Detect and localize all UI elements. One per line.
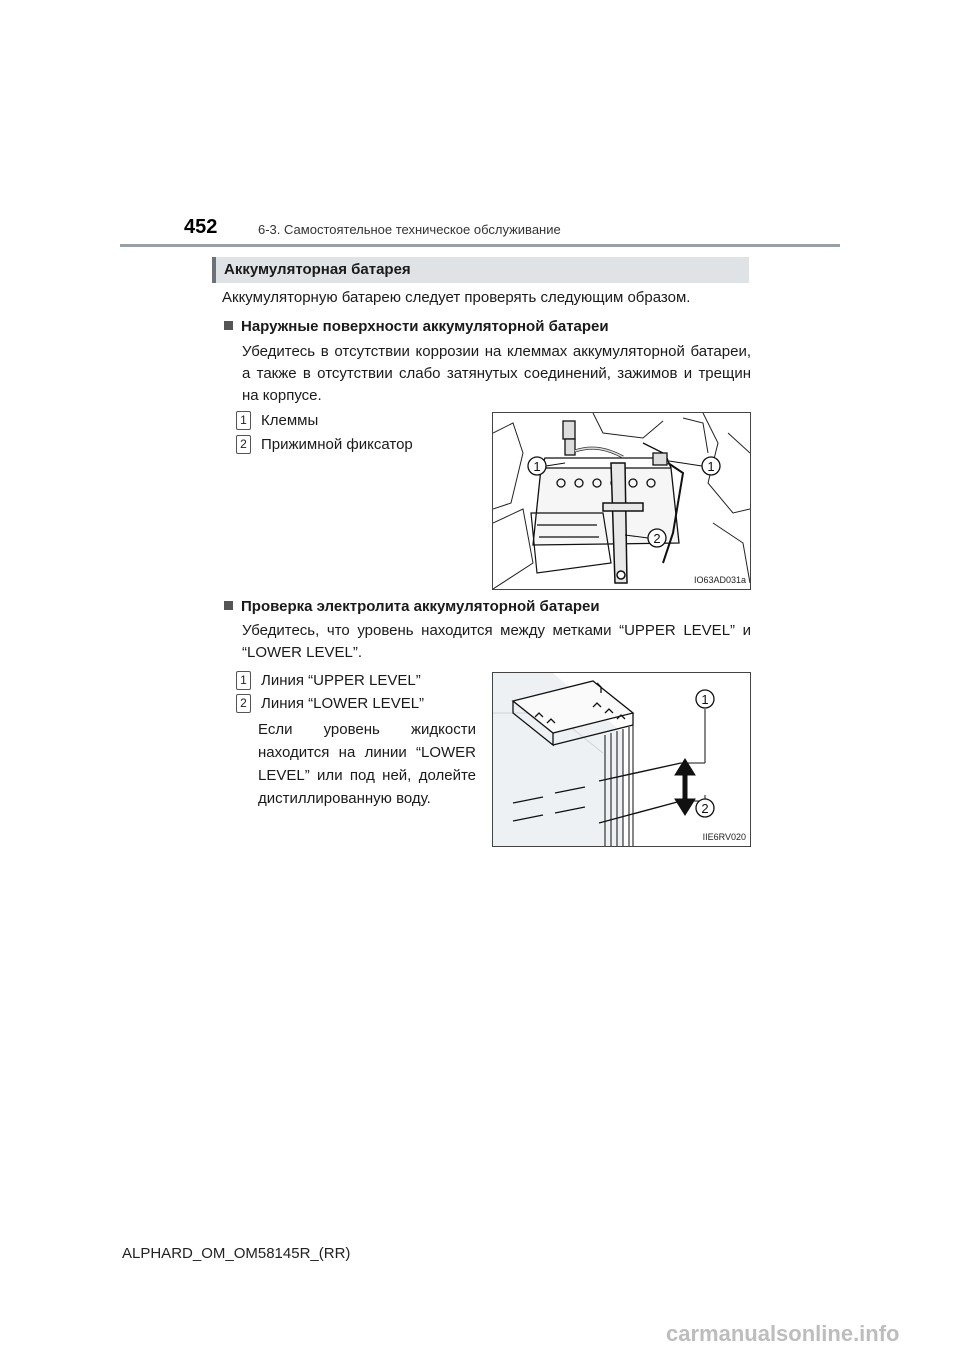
legend-item (236, 411, 318, 431)
legend-item (236, 671, 421, 691)
figure-code: IO63AD031a (693, 575, 746, 585)
callout-number: 1 (701, 692, 709, 707)
legend-label: Клеммы (261, 412, 319, 429)
check2-heading-row (224, 596, 600, 618)
number-badge: 1 (236, 411, 251, 430)
chapter-title: 6-3. Самостоятельное техническое обслуживание (258, 222, 561, 237)
watermark: carmanualsonline.info (666, 1321, 900, 1346)
check1-text: Убедитесь в отсутствии коррозии на клеммах аккумуляторной батареи, а также в отсутствии слабо затянутых соединений, зажимов и трещин на корпусе. (242, 343, 751, 404)
document-id: ALPHARD_OM_OM58145R_(RR) (122, 1245, 351, 1262)
number-badge: 2 (236, 694, 251, 713)
legend-label: Линия “LOWER LEVEL” (261, 695, 425, 712)
square-bullet-icon (224, 321, 233, 330)
legend-item (236, 435, 413, 455)
header-divider (120, 244, 840, 247)
electrolyte-level-drawing (493, 673, 750, 846)
callout-number: 1 (533, 459, 541, 474)
check2-heading: Проверка электролита аккумуляторной батареи (241, 598, 600, 615)
battery-terminals-illustration (492, 412, 751, 590)
page-number: 452 (184, 216, 218, 238)
section-header-bar (212, 257, 749, 283)
callout-number: 1 (707, 459, 715, 474)
callout-number: 2 (653, 531, 661, 546)
check2-text: Убедитесь, что уровень находится между метками “UPPER LEVEL” и “LOWER LEVEL”. (242, 622, 751, 661)
figure-code: IIE6RV020 (702, 832, 746, 842)
number-badge: 2 (236, 435, 251, 454)
legend-label: Прижимной фиксатор (261, 436, 413, 453)
section-title: Аккумуляторная батарея (224, 261, 411, 278)
check1-heading: Наружные поверхности аккумуляторной батареи (241, 318, 609, 335)
check1-heading-row (224, 316, 609, 338)
legend-label: Линия “UPPER LEVEL” (261, 672, 421, 689)
section-bar-accent (212, 257, 216, 283)
number-badge: 1 (236, 671, 251, 690)
battery-terminals-drawing (493, 413, 750, 589)
square-bullet-icon (224, 601, 233, 610)
electrolyte-level-illustration (492, 672, 751, 847)
legend-item (236, 694, 424, 714)
callout-number: 2 (701, 801, 709, 816)
refill-note: Если уровень жидкости находится на линии “LOWER LEVEL” или под ней, долейте дистиллированную воду. (258, 721, 476, 807)
section-intro: Аккумуляторную батарею следует проверять следующим образом. (222, 289, 691, 306)
